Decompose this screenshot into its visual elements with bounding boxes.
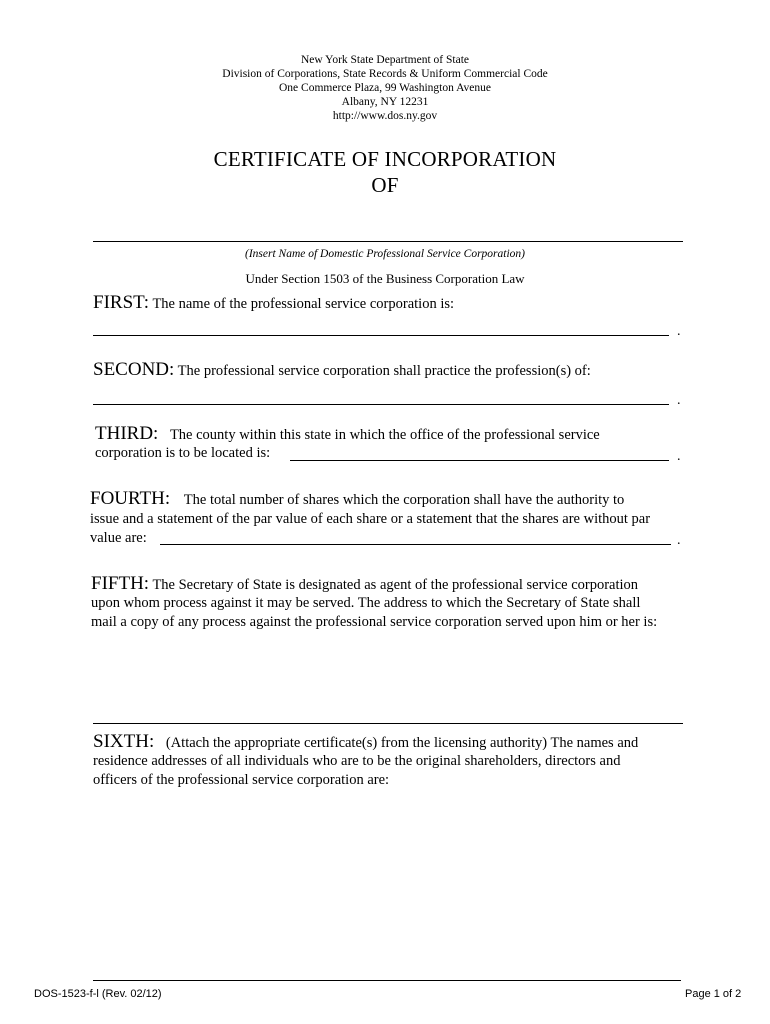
sixth-text-line1: (Attach the appropriate certificate(s) from the licensing authority) The names and xyxy=(165,735,639,751)
fifth-label: FIFTH: xyxy=(91,573,150,594)
first-answer-field[interactable] xyxy=(93,321,669,336)
fourth-text-line1: The total number of shares which the corporation shall have the authority to xyxy=(183,492,625,508)
fourth-text-line3: value are: xyxy=(90,530,147,546)
header-address: One Commerce Plaza, 99 Washington Avenue xyxy=(279,82,491,94)
third-label: THIRD: xyxy=(95,423,159,444)
third-county-field[interactable] xyxy=(290,446,669,461)
fifth-section xyxy=(91,574,638,595)
third-text-line1: The county within this state in which the office of the professional service xyxy=(169,427,600,443)
page-number: Page 1 of 2 xyxy=(685,988,742,1000)
fourth-period: . xyxy=(677,533,681,548)
sixth-section xyxy=(93,732,638,753)
form-id: DOS-1523-f-l (Rev. 02/12) xyxy=(34,988,162,1000)
fifth-address-area[interactable] xyxy=(91,636,683,718)
header-url: http://www.dos.ny.gov xyxy=(332,110,438,122)
page-title: CERTIFICATE OF INCORPORATION xyxy=(213,147,557,171)
second-text: The professional service corporation shall practice the profession(s) of: xyxy=(177,363,591,379)
third-period: . xyxy=(677,449,681,464)
sixth-text-line2: residence addresses of all individuals who are to be the original shareholders, directors and xyxy=(93,753,621,769)
fourth-section xyxy=(90,489,624,510)
third-section xyxy=(95,424,600,445)
sixth-names-area[interactable] xyxy=(93,796,683,976)
first-text: The name of the professional service corporation is: xyxy=(152,296,455,312)
second-section xyxy=(93,360,591,381)
footer-rule xyxy=(93,980,681,981)
header-division: Division of Corporations, State Records & Uniform Commercial Code xyxy=(222,68,548,80)
page-title-of: OF xyxy=(371,173,399,197)
second-answer-field[interactable] xyxy=(93,390,669,405)
fifth-text-line2: upon whom process against it may be served. The address to which the Secretary of State shall xyxy=(91,595,641,611)
corporation-name-hint: (Insert Name of Domestic Professional Service Corporation) xyxy=(244,248,525,260)
fourth-label: FOURTH: xyxy=(90,488,171,509)
first-section xyxy=(93,293,454,314)
fifth-text-line1: The Secretary of State is designated as agent of the professional service corporation xyxy=(152,577,639,593)
under-section-text: Under Section 1503 of the Business Corporation Law xyxy=(245,271,525,286)
fourth-shares-field[interactable] xyxy=(160,530,671,545)
header-city: Albany, NY 12231 xyxy=(341,96,429,108)
sixth-text-line3: officers of the professional service corporation are: xyxy=(93,772,390,788)
first-period: . xyxy=(677,324,681,339)
fifth-text-line3: mail a copy of any process against the professional service corporation served upon him or her is: xyxy=(91,614,658,630)
sixth-label: SIXTH: xyxy=(93,731,155,752)
header-agency: New York State Department of State xyxy=(301,54,469,66)
third-text-line2: corporation is to be located is: xyxy=(95,445,271,461)
second-label: SECOND: xyxy=(93,359,175,380)
fourth-text-line2: issue and a statement of the par value of each share or a statement that the shares are without par xyxy=(90,511,651,527)
second-period: . xyxy=(677,393,681,408)
fifth-address-line xyxy=(93,723,683,724)
first-label: FIRST: xyxy=(93,292,150,313)
corporation-name-line[interactable] xyxy=(93,241,683,242)
